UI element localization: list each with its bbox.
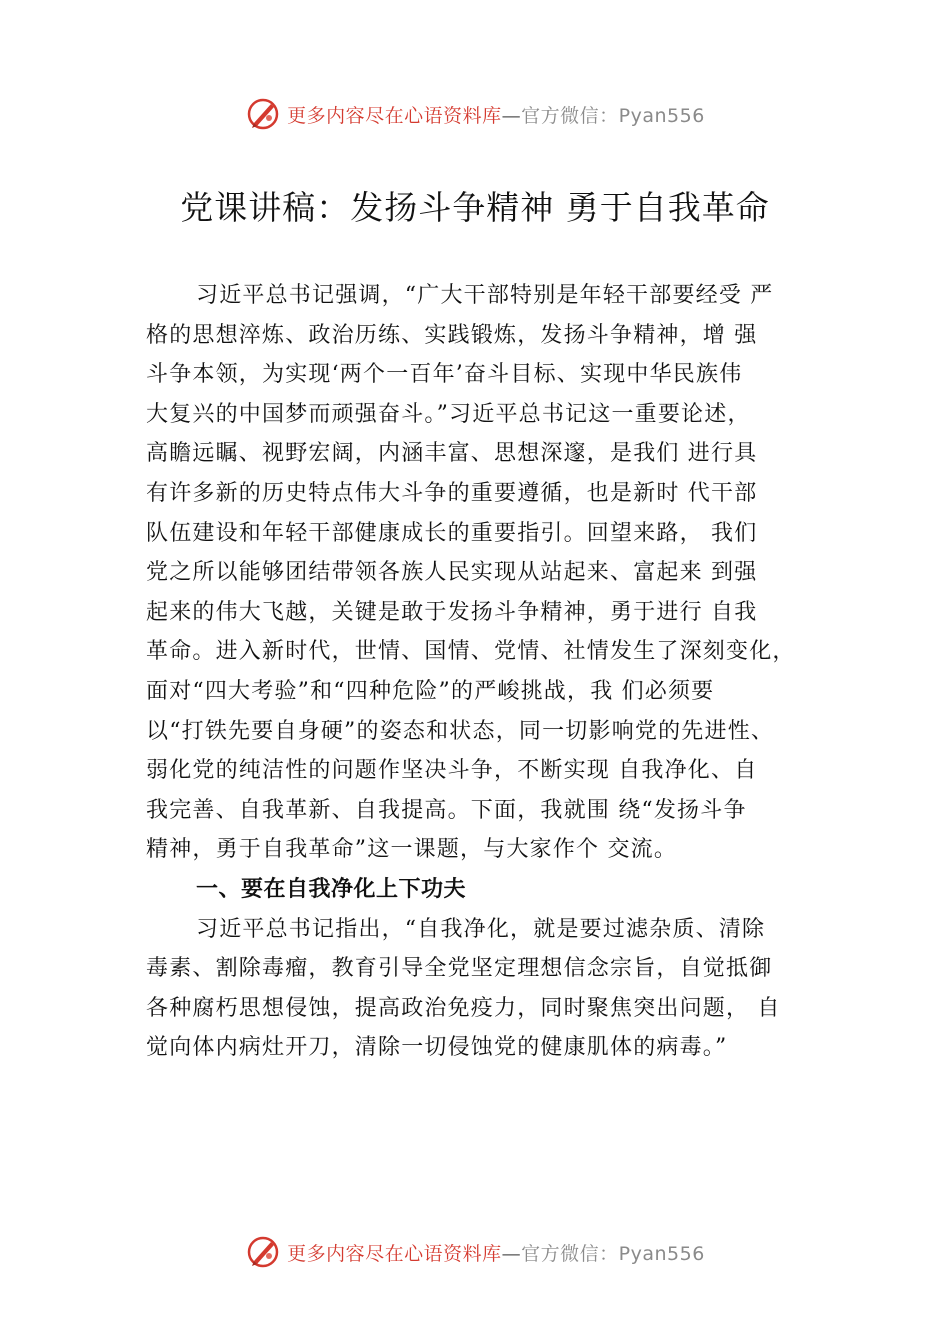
pen-logo-icon bbox=[245, 96, 281, 132]
paragraph-line: 我完善、自我革新、自我提高。下面，我就围 绕“发扬斗争 bbox=[146, 797, 747, 823]
watermark-banner-top bbox=[0, 94, 950, 134]
section-heading: 一、要在自我净化上下功夫 bbox=[196, 876, 467, 902]
paragraph-line: 习近平总书记强调，“广大干部特别是年轻干部要经受 严 bbox=[196, 283, 774, 308]
document-body bbox=[146, 276, 846, 1068]
paragraph-line: 高瞻远瞩、视野宏阔，内涵丰富、思想深邃，是我们 进行具 bbox=[146, 441, 758, 467]
paragraph-line: 弱化党的纯洁性的问题作坚决斗争，不断实现 自我净化、自 bbox=[146, 758, 758, 784]
paragraph-line: 格的思想淬炼、政治历练、实践锻炼，发扬斗争精神，增 强 bbox=[146, 322, 758, 348]
paragraph-line: 各种腐朽思想侵蚀，提高政治免疫力，同时聚焦突出问题， 自 bbox=[146, 995, 781, 1021]
paragraph-line: 斗争本领，为实现‘两个一百年’奋斗目标、实现中华民族伟 bbox=[146, 362, 743, 388]
watermark-banner-bottom bbox=[0, 1232, 950, 1272]
page-title: 党课讲稿：发扬斗争精神 勇于自我革命 bbox=[180, 188, 770, 227]
paragraph-line: 党之所以能够团结带领各族人民实现从站起来、富起来 到强 bbox=[146, 560, 758, 586]
watermark-text: 更多内容尽在心语资料库—官方微信：Pyan556 bbox=[287, 1242, 705, 1265]
paragraph-line: 精神，勇于自我革命”这一课题，与大家作个 交流。 bbox=[146, 837, 678, 863]
paragraph-line: 起来的伟大飞越，关键是敢于发扬斗争精神，勇于进行 自我 bbox=[146, 599, 758, 625]
paragraph-line: 习近平总书记指出，“自我净化，就是要过滤杂质、清除 bbox=[196, 916, 766, 942]
paragraph-line: 以“打铁先要自身硬”的姿态和状态，同一切影响党的先进性、 bbox=[146, 718, 775, 744]
paragraph-line: 觉向体内病灶开刀，清除一切侵蚀党的健康肌体的病毒。” bbox=[146, 1035, 728, 1061]
paragraph-line: 大复兴的中国梦而顽强奋斗。”习近平总书记这一重要论述， bbox=[146, 401, 751, 427]
paragraph-line: 毒素、割除毒瘤，教育引导全党坚定理想信念宗旨，自觉抵御 bbox=[146, 956, 773, 982]
paragraph-line: 有许多新的历史特点伟大斗争的重要遵循，也是新时 代干部 bbox=[146, 480, 758, 506]
paragraph-line: 队伍建设和年轻干部健康成长的重要指引。回望来路， 我们 bbox=[146, 520, 758, 546]
watermark-text: 更多内容尽在心语资料库—官方微信：Pyan556 bbox=[287, 104, 705, 127]
paragraph-line: 革命。进入新时代，世情、国情、党情、社情发生了深刻变化， bbox=[146, 639, 796, 665]
pen-logo-icon bbox=[245, 1234, 281, 1270]
paragraph-line: 面对“四大考验”和“四种危险”的严峻挑战，我 们必须要 bbox=[146, 678, 715, 704]
